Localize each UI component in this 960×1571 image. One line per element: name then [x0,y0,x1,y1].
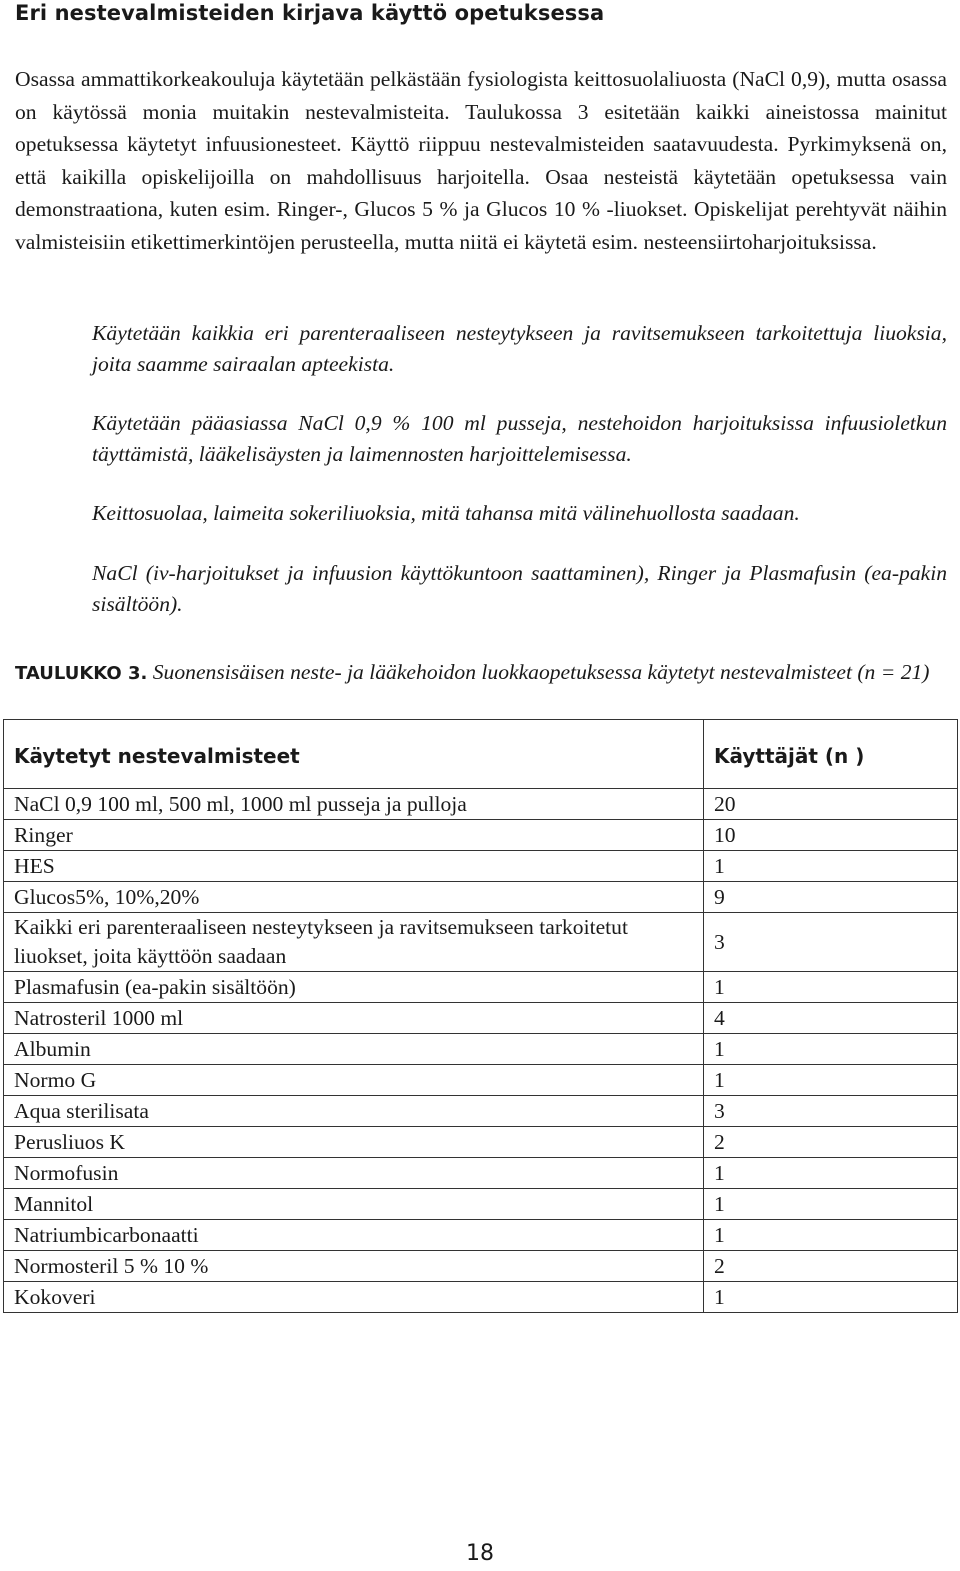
user-count-cell: 3 [704,1096,958,1127]
user-count-cell: 4 [704,1003,958,1034]
fluid-name-cell: Normo G [4,1065,704,1096]
table-row [4,1003,958,1034]
table-row [4,1158,958,1189]
user-count-cell: 1 [704,1220,958,1251]
user-count-cell: 1 [704,1282,958,1313]
table-row [4,913,958,972]
fluid-name-cell: Aqua sterilisata [4,1096,704,1127]
user-count-cell: 1 [704,1189,958,1220]
user-count-cell: 1 [704,1158,958,1189]
table-header-row [4,720,958,789]
fluid-name-cell: Kokoveri [4,1282,704,1313]
table-row [4,1065,958,1096]
table-caption-label: TAULUKKO 3. [15,663,148,684]
user-count-cell: 1 [704,1065,958,1096]
table-row [4,1127,958,1158]
table-row [4,882,958,913]
fluid-name-cell: Plasmafusin (ea-pakin sisältöön) [4,972,704,1003]
fluid-name-cell: Natriumbicarbonaatti [4,1220,704,1251]
user-count-cell: 10 [704,820,958,851]
table-row [4,820,958,851]
table-row [4,789,958,820]
user-count-cell: 1 [704,972,958,1003]
table-row [4,972,958,1003]
user-count-cell: 20 [704,789,958,820]
fluid-name-cell: Perusliuos K [4,1127,704,1158]
respondent-quote-1: Käytetään kaikkia eri parenteraaliseen nesteytykseen ja ravitsemukseen tarkoitettuja liuoksia, joita saamme sairaalan apteekista. [92,321,947,376]
intro-paragraph: Osassa ammattikorkeakouluja käytetään pelkästään fysiologista keittosuolaliuosta (NaCl 0,9), mutta osassa on käytössä monia muitakin nestevalmisteita. Taulukossa 3 esitetään kaikki aineistossa mainitut opetuksessa käytetyt infuusionesteet. Käyttö riippuu nestevalmisteiden saatavuudesta. Pyrkimyksenä on, että kaikilla opiskelijoilla on mahdollisuus harjoitella. Osaa nesteistä käytetään opetuksessa vain demonstraationa, kuten esim. Ringer-, Glucos 5 % ja Glucos 10 % -liuokset. Opiskelijat perehtyvät näihin valmisteisiin etikettimerkintöjen perusteella, mutta niitä ei käytetä esim. nesteensiirtoharjoituksissa. [15,67,947,254]
fluid-name-cell: Glucos5%, 10%,20% [4,882,704,913]
fluid-name-cell: Albumin [4,1034,704,1065]
fluid-name-cell: HES [4,851,704,882]
user-count-cell: 1 [704,851,958,882]
table-row [4,1282,958,1313]
column-header-fluids: Käytetyt nestevalmisteet [4,720,704,789]
table-caption [15,657,930,689]
fluid-name-cell: Normofusin [4,1158,704,1189]
table-row [4,1251,958,1282]
respondent-quote-2: Käytetään pääasiassa NaCl 0,9 % 100 ml pusseja, nestehoidon harjoituksissa infuusioletkun täyttämistä, lääkelisäysten ja laimennosten harjoittelemisessa. [92,411,947,466]
fluid-name-cell: Mannitol [4,1189,704,1220]
user-count-cell: 9 [704,882,958,913]
user-count-cell: 1 [704,1034,958,1065]
table-body [4,789,958,1313]
table-row [4,851,958,882]
table-row [4,1034,958,1065]
page-number: 18 [466,1541,494,1566]
column-header-users: Käyttäjät (n ) [704,720,958,789]
table-row [4,1096,958,1127]
respondent-quote-4: NaCl (iv-harjoitukset ja infuusion käyttökuntoon saattaminen), Ringer ja Plasmafusin (ea-pakin sisältöön). [92,561,947,616]
fluids-table [3,719,958,1313]
user-count-cell: 2 [704,1251,958,1282]
fluid-name-cell: NaCl 0,9 100 ml, 500 ml, 1000 ml pusseja ja pulloja [4,789,704,820]
table-row [4,1189,958,1220]
fluid-name-cell: Normosteril 5 % 10 % [4,1251,704,1282]
table-row [4,1220,958,1251]
table-caption-text: Suonensisäisen neste- ja lääkehoidon luokkaopetuksessa käytetyt nestevalmisteet (n = 21) [152,660,930,684]
user-count-cell: 3 [704,913,958,972]
user-count-cell: 2 [704,1127,958,1158]
section-heading: Eri nestevalmisteiden kirjava käyttö opetuksessa [15,1,605,25]
fluid-name-cell: Natrosteril 1000 ml [4,1003,704,1034]
fluid-name-cell: Ringer [4,820,704,851]
respondent-quote-3: Keittosuolaa, laimeita sokeriliuoksia, mitä tahansa mitä välinehuollosta saadaan. [92,501,800,525]
fluid-name-cell: Kaikki eri parenteraaliseen nesteytykseen ja ravitsemukseen tarkoitetut liuokset, joita käyttöön saadaan [4,913,704,972]
